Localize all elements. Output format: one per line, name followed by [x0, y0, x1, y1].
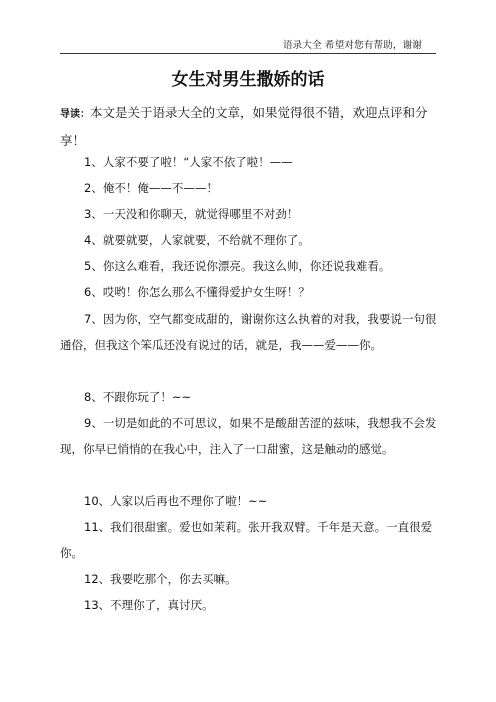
list-item: 12、我要吃那个，你去买嘛。 [84, 572, 237, 586]
lead-text: 本文是关于语录大全的文章，如果觉得很不错，欢迎点评和分享！ [60, 105, 428, 148]
list-item: 2、俺不！俺——不——！ [84, 181, 218, 195]
list-item: 10、人家以后再也不理你了啦！~~ [84, 494, 268, 508]
list-item: 4、就要就要，人家就要，不给就不理你了。 [84, 233, 310, 247]
list-item: 11、我们很甜蜜。爱也如茉莉。张开我双臂。千年是天意。一直很爱你。 [60, 520, 433, 560]
list-item: 13、不理你了，真讨厌。 [84, 598, 214, 612]
page-title: 女生对男生撒娇的话 [171, 70, 325, 90]
list-item: 7、因为你，空气都变成甜的，谢谢你这么执着的对我，我要说一句很通俗，但我这个笨瓜还没有说过的话，就是，我——爱——你。 [60, 312, 437, 352]
header-divider [60, 53, 436, 54]
page-header: 语录大全 希望对您有帮助，谢谢 [282, 40, 422, 51]
lead-label: 导读： [60, 109, 90, 120]
list-item: 6、哎哟！你怎么那么不懂得爱护女生呀！？ [84, 285, 310, 299]
list-item: 8、不跟你玩了！~~ [84, 390, 192, 404]
list-item: 5、你这么难看，我还说你漂亮。我这么帅，你还说我难看。 [84, 259, 391, 273]
list-item: 3、一天没和你聊天，就觉得哪里不对劲！ [84, 207, 299, 221]
list-item: 1、人家不要了啦！“人家不依了啦！—— [84, 155, 293, 169]
lead-paragraph [60, 100, 442, 154]
list-item: 9、一切是如此的不可思议，如果不是酸甜苦涩的兹味，我想我不会发现，你早已悄悄的在我心中，注入了一口甜蜜，这是触动的感觉。 [60, 416, 437, 456]
